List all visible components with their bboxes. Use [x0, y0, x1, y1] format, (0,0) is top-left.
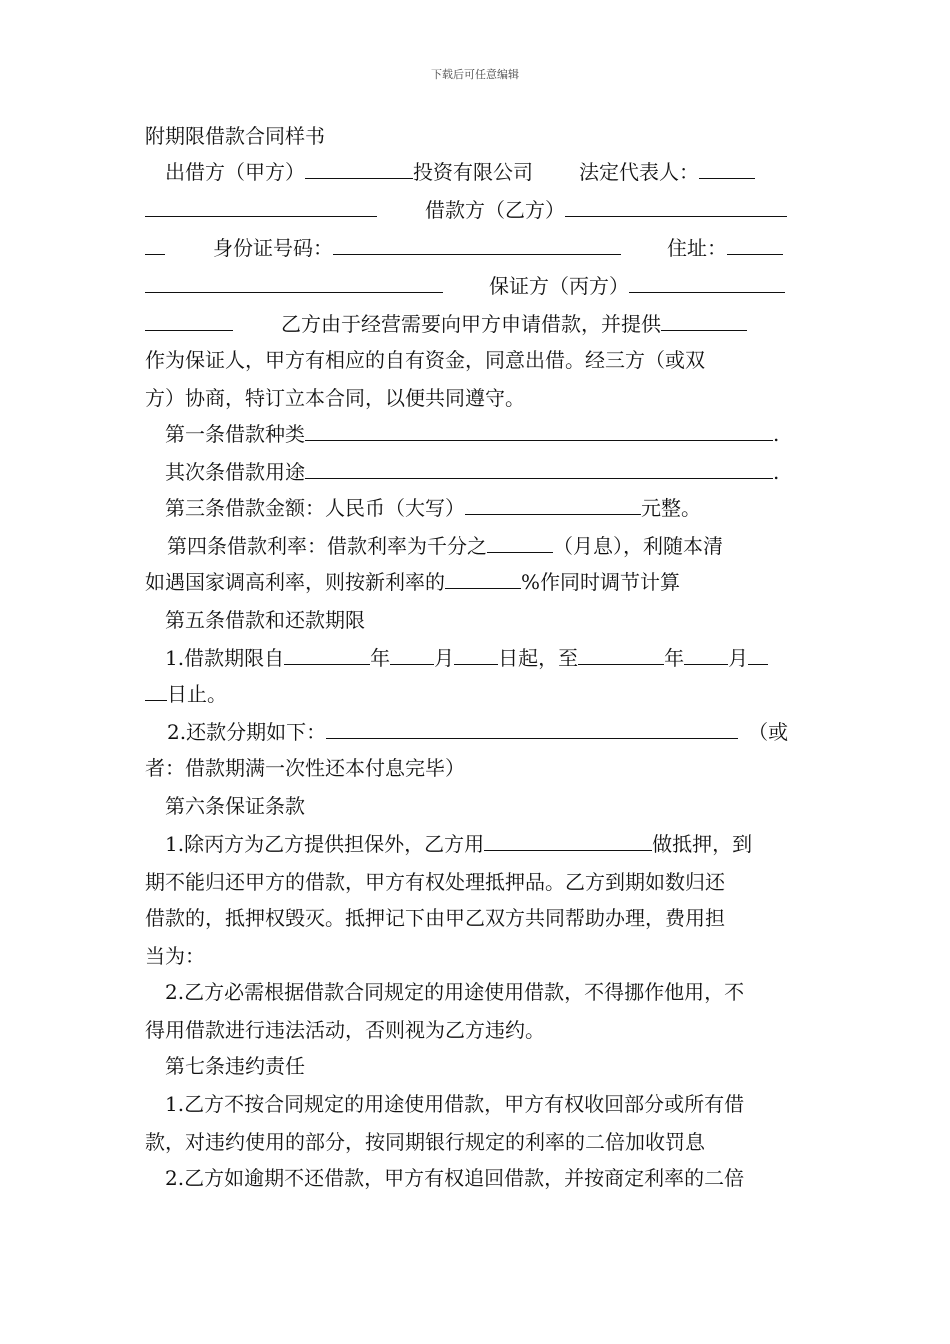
article-2: 其次条借款用途 .: [165, 460, 780, 484]
blank-field: [333, 234, 621, 255]
article-6-title: 第六条保证条款: [165, 794, 305, 818]
text-line: 得用借款进行违法活动，否则视为乙方违约。: [145, 1018, 545, 1042]
blank-field: [484, 830, 652, 851]
blank-field: [454, 644, 498, 665]
article-5-title: 第五条借款和还款期限: [165, 608, 365, 632]
text-line: 借款的，抵押权毁灭。抵押记下由甲乙双方共同帮助办理，费用担: [145, 906, 725, 930]
text-line: 作为保证人，甲方有相应的自有资金，同意出借。经三方（或双: [145, 348, 705, 372]
blank-field: [487, 532, 553, 553]
text-line: 2.乙方如逾期不还借款，甲方有权追回借款，并按商定利率的二倍: [165, 1166, 745, 1190]
text-line: 2.乙方必需根据借款合同规定的用途使用借款，不得挪作他用，不: [165, 980, 745, 1004]
line-guarantor: 保证方（丙方）: [145, 272, 807, 300]
article-4-cont: 如遇国家调高利率，则按新利率的 %作同时调节计算: [145, 570, 681, 594]
line-lender: 出借方（甲方） 投资有限公司 法定代表人：: [145, 158, 807, 186]
blank-field: [684, 644, 728, 665]
loan-term-end: 日止。: [145, 680, 807, 708]
blank-field: [661, 310, 747, 331]
blank-field: [390, 644, 434, 665]
blank-field: [565, 196, 787, 217]
line-borrower: 借款方（乙方）: [145, 196, 807, 224]
blank-field: [326, 718, 738, 739]
blank-field: [145, 272, 443, 293]
blank-field: [699, 158, 755, 179]
blank-field: [145, 196, 377, 217]
blank-field: [578, 644, 664, 665]
text-line: 当为：: [145, 944, 205, 968]
blank-field: [284, 644, 370, 665]
article-1: 第一条借款种类 .: [165, 422, 780, 446]
line-purpose-intro: 乙方由于经营需要向甲方申请借款，并提供: [145, 310, 807, 338]
text-line: 1.乙方不按合同规定的用途使用借款，甲方有权收回部分或所有借: [165, 1092, 745, 1116]
loan-term: 1.借款期限自 年 月 日起，至 年 月: [145, 644, 807, 672]
blank-field: [465, 494, 641, 515]
blank-field: [305, 158, 413, 179]
blank-field: [145, 234, 165, 255]
blank-field: [727, 234, 783, 255]
text-line: 方）协商，特订立本合同，以便共同遵守。: [145, 386, 525, 410]
text-line: 期不能归还甲方的借款，甲方有权处理抵押品。乙方到期如数归还: [145, 870, 725, 894]
blank-field: [445, 568, 521, 589]
page-header: 下载后可任意编辑: [431, 68, 519, 81]
blank-field: [305, 420, 773, 441]
text-line: 者：借款期满一次性还本付息完毕）: [145, 756, 465, 780]
article-4: 第四条借款利率：借款利率为千分之 （月息），利随本清: [167, 534, 723, 558]
document-title: 附期限借款合同样书: [145, 124, 325, 148]
repayment: 2.还款分期如下： （或: [167, 720, 789, 744]
blank-field: [748, 644, 768, 665]
line-id-address: 身份证号码： 住址：: [145, 234, 807, 262]
article-3: 第三条借款金额：人民币（大写） 元整。: [165, 496, 701, 520]
blank-field: [305, 458, 773, 479]
blank-field: [145, 310, 233, 331]
blank-field: [145, 680, 167, 701]
text-line: 款，对违约使用的部分，按同期银行规定的利率的二倍加收罚息: [145, 1130, 705, 1154]
article-6-clause-1: 1.除丙方为乙方提供担保外，乙方用 做抵押，到: [165, 832, 753, 856]
blank-field: [629, 272, 785, 293]
article-7-title: 第七条违约责任: [165, 1054, 305, 1078]
